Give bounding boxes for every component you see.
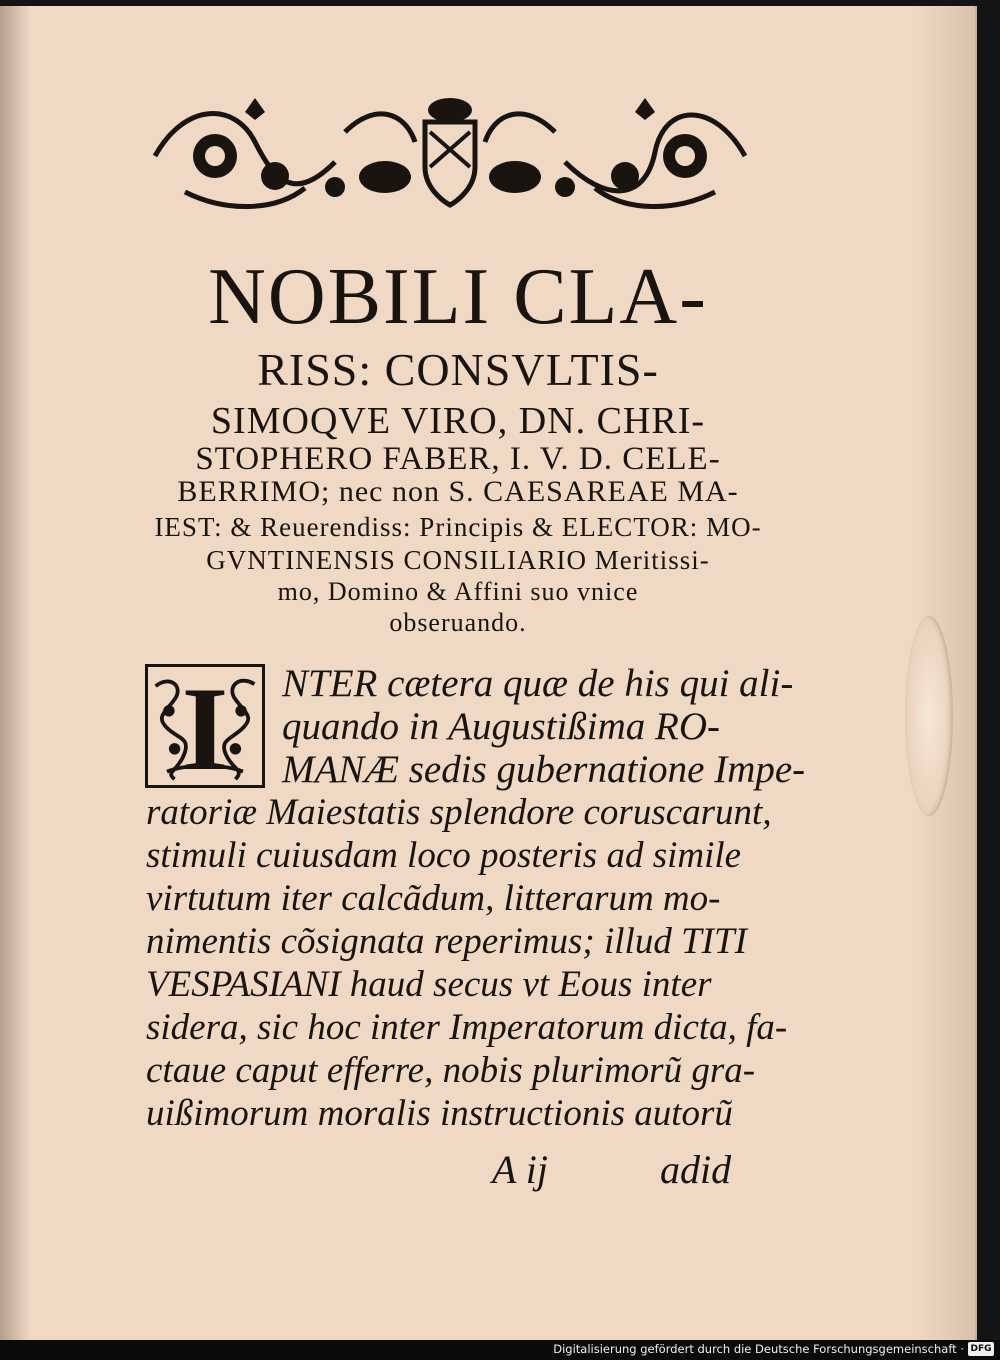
dfg-logo-icon: DFG: [968, 1342, 994, 1356]
text-line-3: MANÆ sedis gubernatione Impe-: [282, 748, 806, 791]
signature-mark: A ij: [492, 1147, 548, 1192]
heading-line-5: BERRIMO; nec non S. CAESAREAE MA-: [177, 475, 739, 508]
catchword: adid: [660, 1147, 732, 1192]
gutter-shadow: [0, 6, 30, 1340]
text-line-2: quando in Augustißima RO-: [282, 705, 721, 748]
text-line-7: nimentis cõsignata reperimus; illud TITI: [146, 921, 747, 962]
headpiece-ornament: [145, 92, 755, 220]
text-line-11: uißimorum moralis instructionis autorũ: [146, 1093, 733, 1134]
heading-line-2: RISS: CONSVLTIS-: [257, 344, 659, 395]
heading-line-4: STOPHERO FABER, I. V. D. CELE-: [195, 441, 721, 477]
page-tab-mark: [905, 616, 953, 816]
heading-line-9: obseruando.: [389, 608, 527, 637]
heading-line-8: mo, Domino & Affini suo vnice: [277, 577, 639, 606]
funding-credit: Digitalisierung gefördert durch die Deutsche Forschungsgemeinschaft ·: [553, 1342, 964, 1356]
text-line-10: ctaue caput efferre, nobis plurimorũ gra-: [146, 1050, 756, 1091]
text-line-6: virtutum iter calcãdum, litterarum mo-: [146, 878, 721, 919]
heading-line-7: GVNTINENSIS CONSILIARIO Meritissi-: [206, 545, 710, 575]
book-page: [0, 6, 977, 1340]
initial-letter: I: [181, 664, 229, 788]
heading-line-6: IEST: & Reuerendiss: Principis & ELECTOR: MO-: [154, 512, 762, 542]
text-line-1: NTER cætera quæ de his qui ali-: [282, 662, 794, 705]
heading-line-3: SIMOQVE VIRO, DN. CHRI-: [210, 400, 706, 442]
decorated-initial: [145, 664, 265, 788]
text-line-9: sidera, sic hoc inter Imperatorum dicta, fa-: [146, 1007, 788, 1048]
heading-line-1: NOBILI CLA-: [208, 253, 708, 341]
text-line-4: ratoriæ Maiestatis splendore coruscarunt,: [146, 792, 772, 833]
text-line-8: VESPASIANI haud secus vt Eous inter: [146, 964, 712, 1005]
text-line-5: stimuli cuiusdam loco posteris ad simile: [146, 835, 742, 876]
